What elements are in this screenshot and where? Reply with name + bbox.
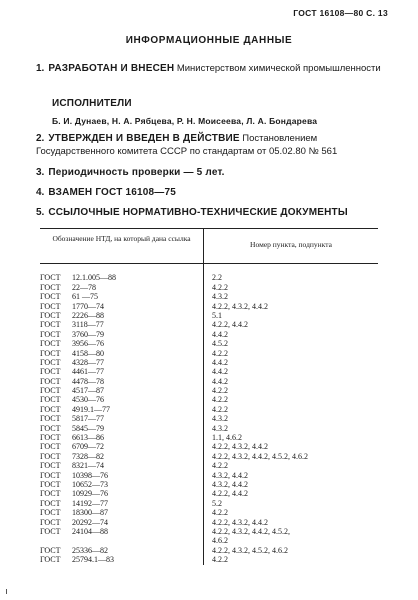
table-row [40,377,378,386]
standard-prefix: ГОСТ [40,555,61,565]
section-approved [36,132,396,158]
standard-number: 14192—77 [72,498,108,508]
section-reference-docs [36,206,396,219]
clause-numbers: 4.3.2 [212,292,228,302]
table-row [40,508,378,517]
standard-number: 22—78 [72,282,96,292]
section-lead: УТВЕРЖДЕН И ВВЕДЕН В ДЕЙСТВИЕ [48,133,240,144]
clause-numbers: 4.2.2, 4.4.2 [212,320,248,330]
section-number: 2. [36,133,45,144]
section-text: ССЫЛОЧНЫЕ НОРМАТИВНО-ТЕХНИЧЕСКИЕ ДОКУМЕНТЫ [48,207,348,218]
standard-number: 6613—86 [72,433,104,443]
table-header [40,228,378,264]
standard-number: 4158—80 [72,348,104,358]
table-row [40,292,378,301]
table-row [40,320,378,329]
table-row [40,546,378,555]
standard-number: 61 —75 [72,292,98,302]
standard-number: 1770—74 [72,301,104,311]
standard-prefix: ГОСТ [40,517,61,527]
standard-prefix: ГОСТ [40,404,61,414]
standard-prefix: ГОСТ [40,292,61,302]
standard-prefix: ГОСТ [40,489,61,499]
section-review-period [36,166,396,179]
standard-prefix: ГОСТ [40,461,61,471]
standard-number: 10398—76 [72,470,108,480]
table-row [40,386,378,395]
standard-number: 4328—77 [72,357,104,367]
table-row [40,471,378,480]
section-text: Постановлением Государственного комитета СССР по стандартам от 05.02.80 № 561 [36,133,338,157]
standard-number: 3760—79 [72,329,104,339]
table-row [40,452,378,461]
standard-number: 6709—72 [72,442,104,452]
clause-numbers: 4.2.2, 4.3.2, 4.4.2, 4.5.2, 4.6.2 [212,451,308,461]
clause-numbers: 4.4.2 [212,367,228,377]
standard-prefix: ГОСТ [40,386,61,396]
standard-prefix: ГОСТ [40,395,61,405]
document-title: ИНФОРМАЦИОННЫЕ ДАННЫЕ [125,35,293,46]
standard-number: 4919.1—77 [72,404,110,414]
standard-prefix: ГОСТ [40,451,61,461]
table-row [40,414,378,423]
standard-number: 24104—88 [72,526,108,536]
standard-number: 4530—76 [72,395,104,405]
standard-number: 18300—87 [72,508,108,518]
clause-numbers: 4.2.2, 4.3.2, 4.4.2 [212,301,268,311]
clause-numbers: 4.3.2 [212,414,228,424]
clause-numbers: 4.3.2, 4.4.2 [212,470,248,480]
table-row [40,273,378,282]
standard-number: 12.1.005—88 [72,273,116,283]
executors-label: ИСПОЛНИТЕЛИ [52,98,132,109]
clause-numbers: 4.2.2, 4.3.2, 4.4.2 [212,442,268,452]
standard-number: 3956—76 [72,339,104,349]
standard-prefix: ГОСТ [40,376,61,386]
clause-numbers: 4.2.2 [212,508,228,518]
table-row [40,442,378,451]
clause-numbers: 4.2.2 [212,348,228,358]
section-text: ВЗАМЕН ГОСТ 16108—75 [48,187,177,198]
table-row [40,480,378,489]
standard-prefix: ГОСТ [40,508,61,518]
clause-numbers: 4.2.2 [212,395,228,405]
standard-number: 3118—77 [72,320,104,330]
clause-numbers: 4.2.2, 4.3.2, 4.4.2, 4.5.2, [212,526,290,536]
section-text: Министерством химической промышленности [176,63,381,74]
section-number: 5. [36,207,45,218]
clause-numbers: 4.2.2 [212,282,228,292]
table-row [40,424,378,433]
standard-prefix: ГОСТ [40,498,61,508]
column-header-document: Обозначение НТД, на который дана ссылка [52,234,191,243]
table-row [40,302,378,311]
table-row [40,283,378,292]
margin-mark [6,589,7,594]
table-row [40,555,378,564]
clause-numbers: 4.2.2, 4.3.2, 4.4.2 [212,517,268,527]
standard-prefix: ГОСТ [40,414,61,424]
standard-number: 2226—88 [72,310,104,320]
standard-prefix: ГОСТ [40,339,61,349]
section-number: 4. [36,187,45,198]
table-row [40,499,378,508]
standard-prefix: ГОСТ [40,423,61,433]
table-row [40,339,378,348]
standard-prefix: ГОСТ [40,479,61,489]
standard-prefix: ГОСТ [40,470,61,480]
standard-number: 25336—82 [72,545,108,555]
standard-prefix: ГОСТ [40,348,61,358]
clause-numbers: 1.1, 4.6.2 [212,433,242,443]
standard-number: 4461—77 [72,367,104,377]
standard-prefix: ГОСТ [40,301,61,311]
clause-numbers: 4.5.2 [212,339,228,349]
table-row [40,395,378,404]
standard-prefix: ГОСТ [40,282,61,292]
section-text: Периодичность проверки — 5 лет. [48,167,225,178]
standard-prefix: ГОСТ [40,273,61,283]
table-row [40,330,378,339]
clause-numbers: 5.1 [212,310,222,320]
standard-prefix: ГОСТ [40,526,61,536]
table-row [40,405,378,414]
table-row [40,349,378,358]
clause-numbers: 4.3.2, 4.4.2 [212,479,248,489]
standard-prefix: ГОСТ [40,329,61,339]
standard-number: 7328—82 [72,451,104,461]
clause-numbers: 4.2.2, 4.4.2 [212,489,248,499]
clause-numbers: 4.2.2 [212,404,228,414]
table-row [40,518,378,527]
table-row [40,461,378,470]
clause-numbers: 4.6.2 [212,536,228,546]
clause-numbers: 5.2 [212,498,222,508]
reference-table [40,228,378,565]
table-row [40,433,378,442]
clause-numbers: 4.2.2 [212,461,228,471]
standard-prefix: ГОСТ [40,367,61,377]
standard-number: 5817—77 [72,414,104,424]
standard-number: 10652—73 [72,479,108,489]
standard-number: 25794.1—83 [72,555,114,565]
standard-prefix: ГОСТ [40,545,61,555]
section-replaces [36,186,396,199]
table-row [40,527,378,536]
table-row [40,536,378,545]
section-lead: РАЗРАБОТАН И ВНЕСЕН [48,63,175,74]
standard-prefix: ГОСТ [40,310,61,320]
clause-numbers: 4.3.2 [212,423,228,433]
clause-numbers: 4.2.2, 4.3.2, 4.5.2, 4.6.2 [212,545,288,555]
section-number: 3. [36,167,45,178]
section-developed [36,62,396,75]
clause-numbers: 2.2 [212,273,222,283]
standard-number: 5845—79 [72,423,104,433]
clause-numbers: 4.2.2 [212,555,228,565]
standard-prefix: ГОСТ [40,442,61,452]
standard-number: 8321—74 [72,461,104,471]
section-number: 1. [36,63,45,74]
standard-prefix: ГОСТ [40,433,61,443]
standard-number: 20292—74 [72,517,108,527]
clause-numbers: 4.4.2 [212,329,228,339]
standard-number: 4517—87 [72,386,104,396]
table-row [40,358,378,367]
clause-numbers: 4.4.2 [212,357,228,367]
page-header: ГОСТ 16108—80 С. 13 [293,8,388,18]
table-row [40,367,378,376]
table-row [40,489,378,498]
standard-number: 10929—76 [72,489,108,499]
column-header-clause: Номер пункта, подпункта [250,240,332,249]
standard-number: 4478—78 [72,376,104,386]
clause-numbers: 4.2.2 [212,386,228,396]
standard-prefix: ГОСТ [40,357,61,367]
standard-prefix: ГОСТ [40,320,61,330]
table-body [40,264,378,565]
authors-list: Б. И. Дунаев, Н. А. Рябцева, Р. Н. Моисеева, Л. А. Бондарева [52,116,318,126]
table-row [40,311,378,320]
clause-numbers: 4.4.2 [212,376,228,386]
